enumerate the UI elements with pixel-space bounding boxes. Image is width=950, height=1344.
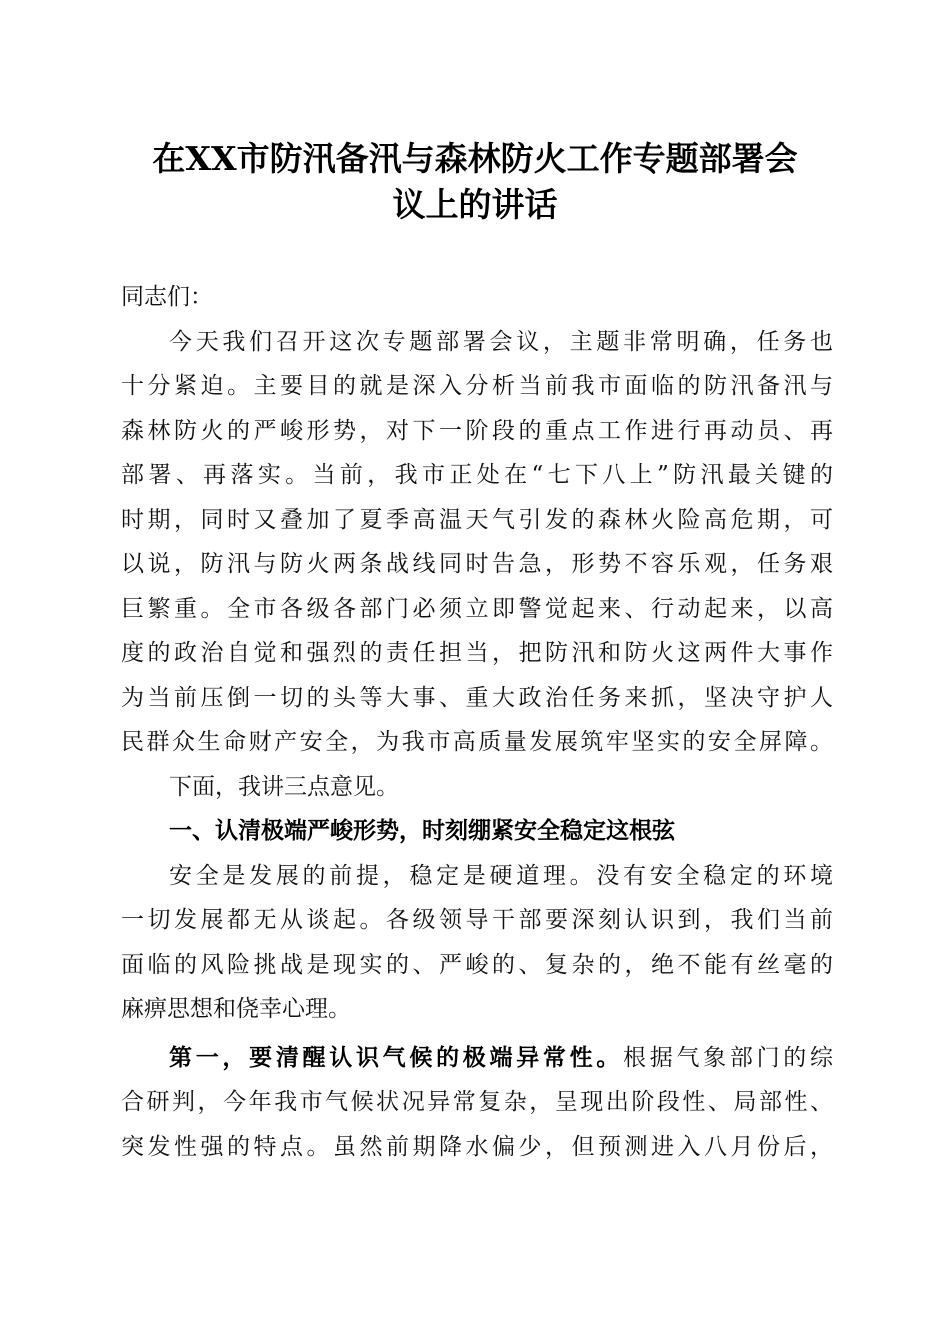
paragraph-line: 安全是发展的前提，稳定是硬道理。没有安全稳定的环境 (169, 862, 833, 889)
paragraph-line (121, 1036, 833, 1081)
section-heading-1: 一、认清极端严峻形势，时刻绷紧安全稳定这根弦 (169, 817, 675, 844)
paragraph-transition: 下面，我讲三点意见。 (169, 773, 399, 800)
paragraph-line: 以说，防汛与防火两条战线同时告急，形势不容乐观，任务艰 (121, 551, 833, 577)
paragraph-line: 时期，同时又叠加了夏季高温天气引发的森林火险高危期，可 (121, 506, 833, 533)
paragraph-line: 部署、再落实。当前，我市正处在“七下八上”防汛最关键的 (121, 462, 833, 488)
paragraph-line: 巨繁重。全市各级各部门必须立即警觉起来、行动起来，以高 (121, 595, 833, 622)
paragraph-line: 十分紧迫。主要目的就是深入分析当前我市面临的防汛备汛与 (121, 373, 833, 399)
paragraph-line: 合研判，今年我市气候状况异常复杂，呈现出阶段性、局部性、 (121, 1089, 833, 1115)
salutation: 同志们： (121, 284, 213, 310)
title-line-1: 在XX市防汛备汛与森林防火工作专题部署会 (152, 139, 798, 178)
document-body (121, 275, 833, 1169)
paragraph-section1 (121, 854, 833, 1032)
paragraph-line: 民群众生命财产安全，为我市高质量发展筑牢坚实的安全屏障。 (121, 729, 833, 755)
paragraph-line: 一切发展都无从谈起。各级领导干部要深刻认识到，我们当前 (121, 907, 833, 933)
paragraph-line: 突发性强的特点。虽然前期降水偏少，但预测进入八月份后， (121, 1133, 833, 1160)
paragraph-line: 为当前压倒一切的头等大事、重大政治任务来抓，坚决守护人 (121, 684, 833, 711)
paragraph-point-1 (121, 1036, 833, 1170)
paragraph-line: 度的政治自觉和强烈的责任担当，把防汛和防火这两件大事作 (121, 640, 833, 666)
paragraph-line: 面临的风险挑战是现实的、严峻的、复杂的，绝不能有丝毫的 (121, 951, 833, 978)
paragraph-line: 麻痹思想和侥幸心理。 (121, 996, 351, 1022)
point-lead-rest: 根据气象部门的综 (623, 1044, 834, 1071)
paragraph-intro (121, 320, 833, 765)
title-line-2: 议上的讲话 (392, 185, 558, 224)
document-title (110, 136, 840, 228)
paragraph-line: 森林防火的严峻形势，对下一阶段的重点工作进行再动员、再 (121, 417, 833, 444)
point-lead: 第一，要清醒认识气候的极端异常性。 (169, 1043, 624, 1071)
paragraph-line: 今天我们召开这次专题部署会议，主题非常明确，任务也 (169, 328, 833, 355)
